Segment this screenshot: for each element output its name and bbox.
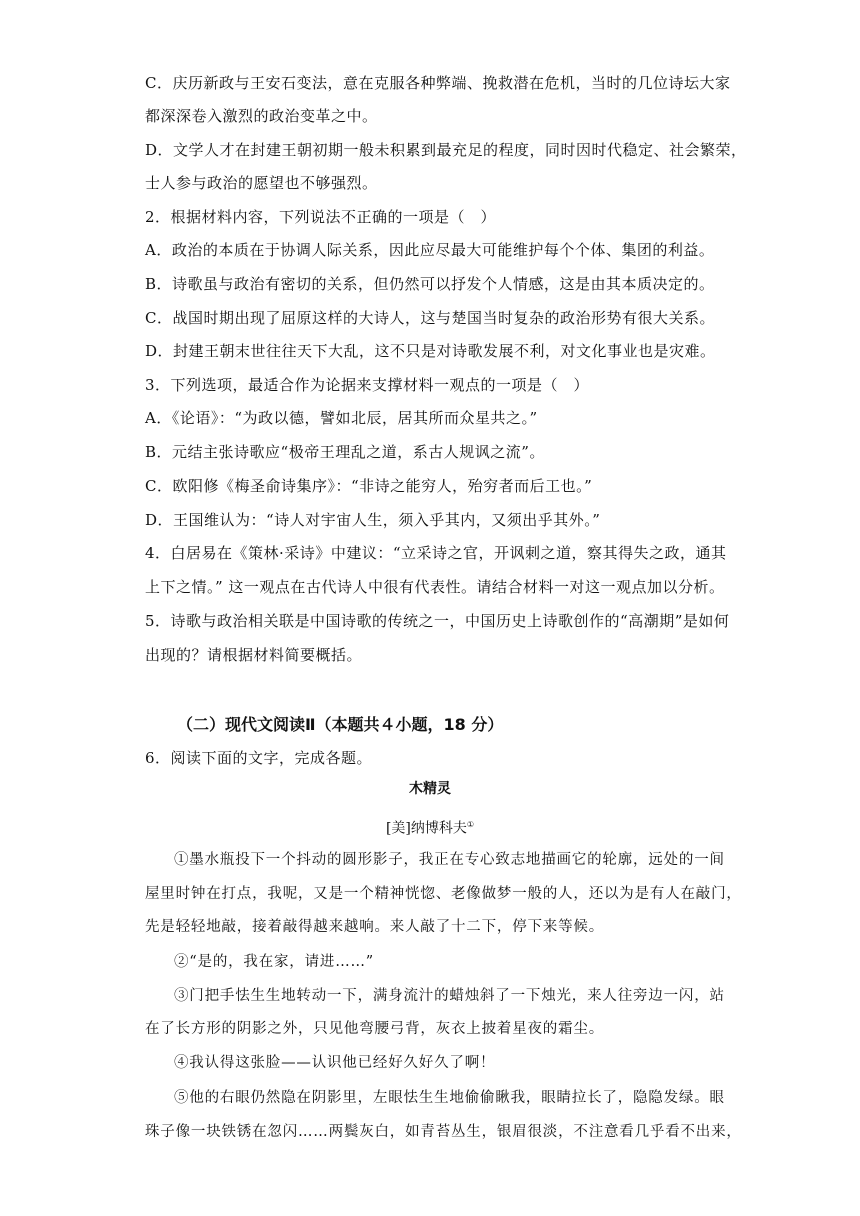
option-d-text-line2: 士人参与政治的愿望也不够强烈。 <box>145 174 378 192</box>
question-3-option-c: C．欧阳修《梅圣俞诗集序》：“非诗之能穷人，殆穷者而后工也。” <box>145 477 593 495</box>
question-2-option-a: A．政治的本质在于协调人际关系，因此应尽最大可能维护每个个体、集团的利益。 <box>145 241 715 259</box>
option-d-text-line1: D．文学人才在封建王朝初期一般未积累到最充足的程度，同时因时代稳定、社会繁荣， <box>145 141 747 159</box>
question-3-option-a: A．《论语》：“为政以德，譬如北辰，居其所而众星共之。” <box>145 409 538 427</box>
story-title: 木精灵 <box>409 781 451 797</box>
footnote-marker: ① <box>466 820 475 829</box>
section-heading: （二）现代文阅读Ⅱ（本题共４小题，18 分） <box>177 715 504 734</box>
question-2-option-b: B．诗歌虽与政治有密切的关系，但仍然可以抒发个人情感，这是由其本质决定的。 <box>145 275 715 293</box>
option-c-text-line1: C．庆历新政与王安石变法，意在克服各种弊端、挽救潜在危机，当时的几位诗坛大家 <box>145 74 731 92</box>
paragraph-5-line1: ⑤他的右眼仍然隐在阴影里，左眼怯生生地偷偷瞅我，眼睛拉长了，隐隐发绿。眼 <box>174 1090 725 1106</box>
paragraph-3-line2: 在了长方形的阴影之外，只见他弯腰弓背，灰衣上披着星夜的霜尘。 <box>145 1021 604 1037</box>
paragraph-3-line1: ③门把手怯生生地转动一下，满身流汁的蜡烛斜了一下烛光，来人往旁边一闪，站 <box>174 988 725 1004</box>
question-5-line2: 出现的？请根据材料简要概括。 <box>145 646 363 664</box>
question-2-option-c: C．战国时期出现了屈原这样的大诗人，这与楚国当时复杂的政治形势有很大关系。 <box>145 309 715 327</box>
paragraph-1-line1: ①墨水瓶投下一个抖动的圆形影子，我正在专心致志地描画它的轮廓，远处的一间 <box>174 852 725 868</box>
question-2-option-d: D．封建王朝末世往往天下大乱，这不只是对诗歌发展不利，对文化事业也是灾难。 <box>145 342 716 360</box>
question-5-line1: 5．诗歌与政治相关联是中国诗歌的传统之一，中国历史上诗歌创作的“高潮期”是如何 <box>145 612 730 630</box>
question-2-stem: 2．根据材料内容，下列说法不正确的一项是（ ） <box>145 208 497 226</box>
question-3-option-b: B．元结主张诗歌应“极帝王理乱之道，系古人规讽之流”。 <box>145 443 545 461</box>
paragraph-2: ②“是的，我在家，请进……” <box>174 954 375 970</box>
question-3-stem: 3．下列选项，最适合作为论据来支撑材料一观点的一项是（ ） <box>145 376 590 394</box>
question-4-line2: 上下之情。” 这一观点在古代诗人中很有代表性。请结合材料一对这一观点加以分析。 <box>145 578 725 596</box>
paragraph-1-line2: 屋里时钟在打点，我呢，又是一个精神恍惚、老像做梦一般的人，还以为是有人在敲门， <box>145 886 742 902</box>
paragraph-4: ④我认得这张脸——认识他已经好久好久了啊！ <box>174 1055 496 1071</box>
story-author <box>0 815 860 839</box>
paragraph-5-line2: 珠子像一块铁锈在忽闪……两鬓灰白，如青苔丛生，银眉很淡，不注意看几乎看不出来， <box>145 1124 742 1140</box>
paragraph-1-line3: 先是轻轻地敲，接着敲得越来越响。来人敲了十二下，停下来等候。 <box>145 919 604 935</box>
question-3-option-d: D．王国维认为：“诗人对宇宙人生，须入乎其内，又须出乎其外。” <box>145 511 601 529</box>
question-6-instruction: 6．阅读下面的文字，完成各题。 <box>145 749 373 767</box>
author-name: [美]纳博科夫 <box>385 820 467 837</box>
question-4-line1: 4．白居易在《策林·采诗》中建议：“立采诗之官，开讽刺之道，察其得失之政，通其 <box>145 544 727 562</box>
option-c-text-line2: 都深深卷入激烈的政治变革之中。 <box>145 107 378 125</box>
